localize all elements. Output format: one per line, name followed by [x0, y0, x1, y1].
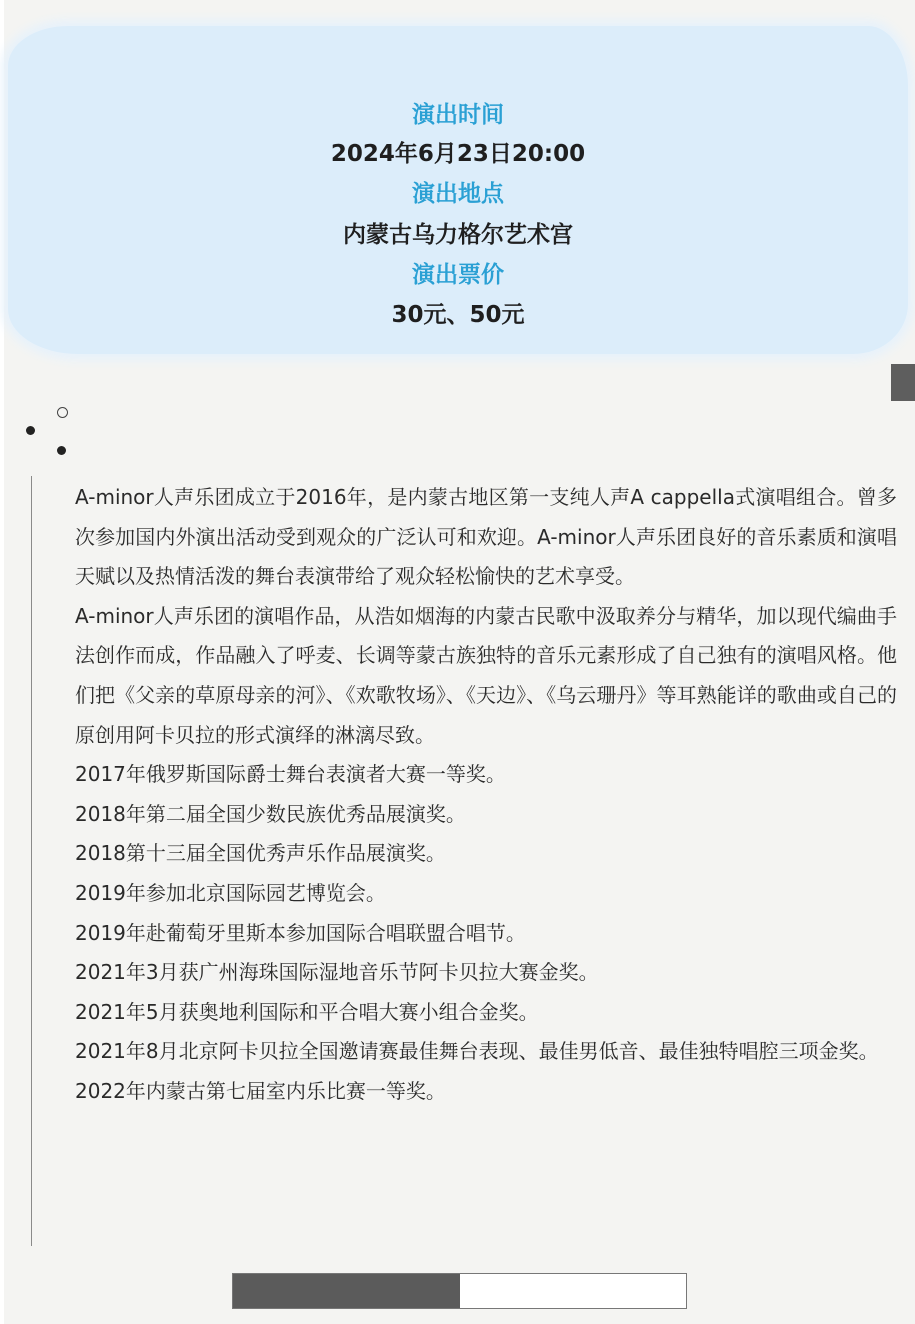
- vertical-divider: [31, 476, 32, 1246]
- award-item: 2018第十三届全国优秀声乐作品展演奖。: [75, 841, 446, 866]
- award-item: 2022年内蒙古第七届室内乐比赛一等奖。: [75, 1078, 446, 1103]
- award-item: 2021年5月获奥地利国际和平合唱大赛小组合金奖。: [75, 999, 539, 1024]
- price-value: 30元、50元: [391, 302, 525, 328]
- scroll-progress-bar[interactable]: [232, 1273, 687, 1309]
- decorative-dot-icon: [26, 426, 35, 435]
- award-item: 2018年第二届全国少数民族优秀品展演奖。: [75, 801, 466, 826]
- intro-article: [75, 478, 897, 1112]
- time-label: 演出时间: [412, 102, 504, 128]
- left-edge-strip: [0, 0, 4, 1324]
- side-tab-handle[interactable]: [891, 364, 915, 401]
- intro-paragraph-2: A-minor人声乐团的演唱作品，从浩如烟海的内蒙古民歌中汲取养分与精华，加以现代编曲手法创作而成，作品融入了呼麦、长调等蒙古族独特的音乐元素形成了自己独有的演唱风格。他们把《父亲的草原母亲的河》、《欢歌牧场》、《天边》、《乌云珊丹》等耳熟能详的歌曲或自己的原创用阿卡贝拉的形式演绎的淋漓尽致。: [75, 603, 897, 747]
- award-item: 2019年赴葡萄牙里斯本参加国际合唱联盟合唱节。: [75, 920, 526, 945]
- time-value: 2024年6月23日20:00: [330, 141, 586, 167]
- decorative-ring-dot-icon: [57, 407, 68, 418]
- scroll-progress-fill: [233, 1274, 460, 1308]
- award-item: 2021年8月北京阿卡贝拉全国邀请赛最佳舞台表现、最佳男低音、最佳独特唱腔三项金奖。: [75, 1039, 879, 1064]
- venue-value: 内蒙古乌力格尔艺术宫: [343, 222, 573, 248]
- intro-paragraph-1: A-minor人声乐团成立于2016年，是内蒙古地区第一支纯人声A cappella式演唱组合。曾多次参加国内外演出活动受到观众的广泛认可和欢迎。A-minor人声乐团良好的音乐素质和演唱天赋以及热情活泼的舞台表演带给了观众轻松愉快的艺术享受。: [75, 485, 897, 589]
- award-item: 2019年参加北京国际园艺博览会。: [75, 880, 386, 905]
- decorative-dot-icon: [57, 446, 66, 455]
- event-info-card: [8, 26, 908, 354]
- award-item: 2021年3月获广州海珠国际湿地音乐节阿卡贝拉大赛金奖。: [75, 960, 599, 985]
- award-item: 2017年俄罗斯国际爵士舞台表演者大赛一等奖。: [75, 762, 506, 787]
- venue-label: 演出地点: [412, 181, 504, 207]
- price-label: 演出票价: [412, 262, 504, 288]
